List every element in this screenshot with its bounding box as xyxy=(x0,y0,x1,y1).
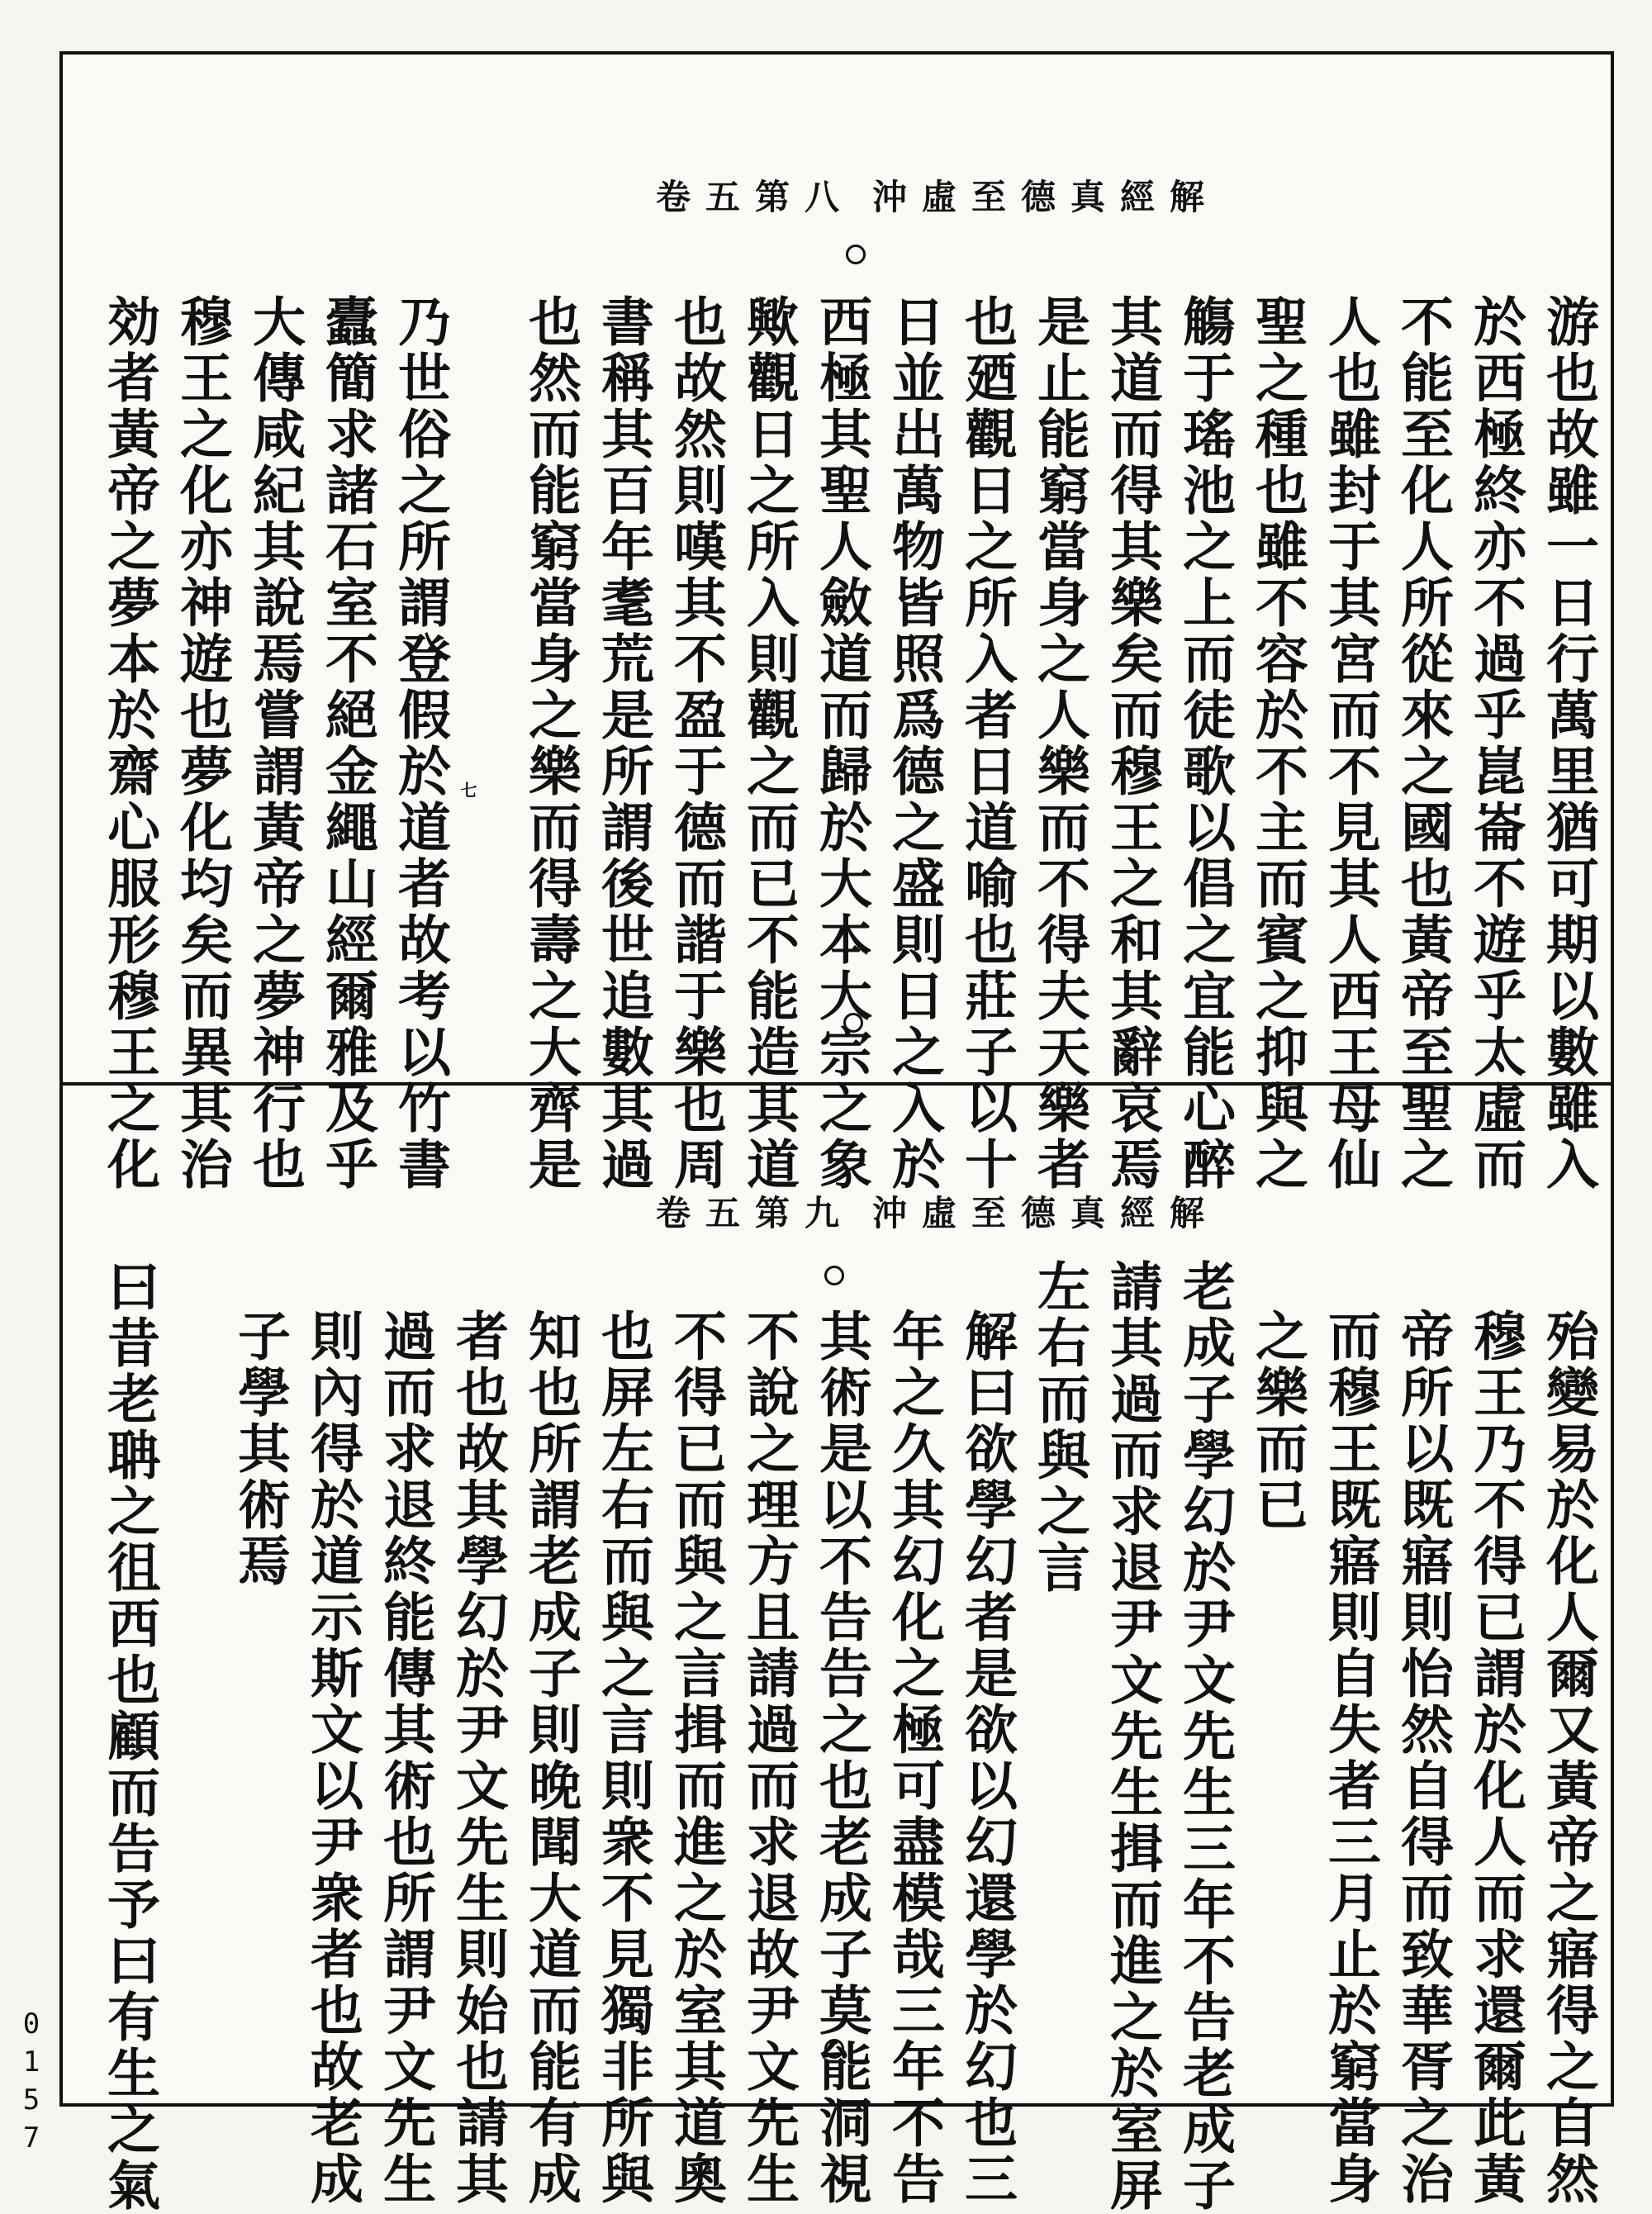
text-column: 効者黃帝之夢本於齋心服形穆王之化 xyxy=(98,294,160,1193)
text-column: 解曰欲學幻者是欲以幻還學於幻也三 xyxy=(956,1309,1018,2207)
page-number: 0157 xyxy=(15,2007,48,2159)
text-column: 人也雖封于其宮而不見其人西王母仙 xyxy=(1319,294,1381,1193)
text-column: 乃世俗之所謂登假於道者故考以竹書 xyxy=(389,294,451,1193)
text-column: 穆王乃不得已謂於化人而求還爾此黃 xyxy=(1464,1309,1526,2207)
text-column: 不能至化人所從來之國也黃帝至聖之 xyxy=(1392,294,1454,1193)
text-column: 也然而能窮當身之樂而得壽之大齊是 xyxy=(520,294,582,1193)
text-column: 帝所以既寤則怡然自得而致華胥之治 xyxy=(1392,1309,1454,2207)
text-column: 書稱其百年耄荒是所謂後世追數其過 xyxy=(592,294,654,1193)
text-column: 者也故其學幻於尹文先生則始也請其 xyxy=(447,1309,509,2207)
text-column: 年之久其幻化之極可盡模哉三年不告 xyxy=(883,1309,945,2207)
text-column: 西極其聖人斂道而歸於大本大宗之象 xyxy=(810,294,872,1193)
text-column: 穆王之化亦神遊也夢化均矣而異其治 xyxy=(171,294,233,1193)
top-header-title: 沖虛至德真經解 xyxy=(872,177,1220,217)
text-column: 日並出萬物皆照爲德之盛則日之入於 xyxy=(883,294,945,1193)
text-column: 知也所謂老成子則晚聞大道而能有成 xyxy=(520,1309,582,2207)
text-column: 也廼觀日之所入者日道喻也莊子以十 xyxy=(956,294,1018,1193)
text-column: 是止能窮當身之人樂而不得夫天樂者 xyxy=(1028,294,1090,1193)
margin-note: 七 xyxy=(458,782,477,798)
text-column: 子學其術焉 xyxy=(229,1309,291,1589)
bottom-header-title: 沖虛至德真經解 xyxy=(872,1193,1220,1233)
text-column: 不得已而與之言揖而進之於室其道奧 xyxy=(665,1309,727,2207)
text-column: 歟觀日之所入則觀之而已不能造其道 xyxy=(738,294,800,1193)
bottom-header-volume: 卷五第九 xyxy=(656,1193,855,1233)
text-column: 則內得於道示斯文以尹衆者也故老成 xyxy=(301,1309,363,2207)
text-column: 也故然則嘆其不盈于德而諧于樂也周 xyxy=(665,294,727,1193)
text-column: 於西極終亦不過乎崑崙不遊乎太虛而 xyxy=(1464,294,1526,1193)
text-column: 請其過而求退尹文先生揖而進之於室屏 xyxy=(1101,1259,1163,2214)
text-column: 老成子學幻於尹文先生三年不告老成子 xyxy=(1174,1259,1236,2214)
circle-mark xyxy=(846,245,866,264)
text-column: 也屏左右而與之言則衆不見獨非所與 xyxy=(592,1309,654,2207)
text-column: 過而求退終能傳其術也所謂尹文先生 xyxy=(374,1309,436,2207)
top-header-volume: 卷五第八 xyxy=(656,177,855,217)
text-column: 其術是以不告告之也老成子莫能洞視 xyxy=(810,1309,872,2207)
top-panel xyxy=(63,55,1611,1193)
text-column: 而穆王既寤則自失者三月止於窮當身 xyxy=(1319,1309,1381,2207)
bottom-panel xyxy=(63,1086,1611,2214)
circle-mark xyxy=(824,1266,844,1285)
text-column: 其道而得其樂矣而穆王之和其辭哀焉 xyxy=(1101,294,1163,1193)
text-column: 曰昔老聃之徂西也顧而告予曰有生之氣 xyxy=(98,1259,160,2214)
text-column: 左右而與之言 xyxy=(1028,1259,1090,1596)
text-column: 游也故雖一日行萬里猶可期以數雖入 xyxy=(1537,294,1599,1193)
text-column: 聖之種也雖不容於不主而賓之抑與之 xyxy=(1246,294,1308,1193)
text-column: 觴于瑤池之上而徒歌以倡之宜能心醉 xyxy=(1174,294,1236,1193)
text-column: 不說之理方且請過而求退故尹文先生 xyxy=(738,1309,800,2207)
text-column: 之樂而已 xyxy=(1246,1309,1308,1533)
text-column: 蠹簡求諸石室不絕金繩山經爾雅及乎 xyxy=(316,294,378,1193)
text-column: 大傳咸紀其說焉嘗謂黃帝之夢神行也 xyxy=(244,294,306,1193)
text-column: 殆變易於化人爾又黃帝之寤得之自然 xyxy=(1537,1309,1599,2207)
